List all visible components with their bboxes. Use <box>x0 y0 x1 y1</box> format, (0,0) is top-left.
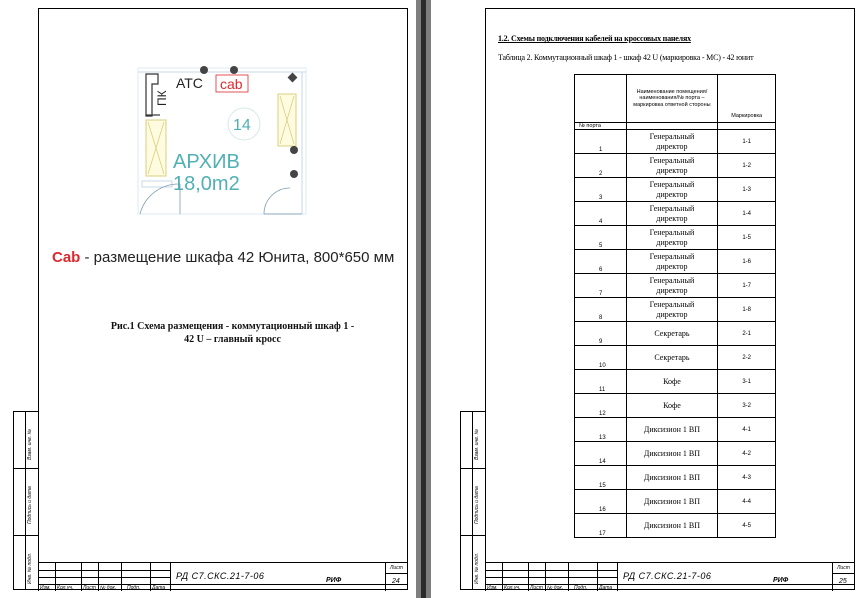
caption-line-1: Рис.1 Схема размещения - коммутационный шкаф 1 - <box>110 321 355 332</box>
stamp-col-list: Лист <box>530 585 543 591</box>
room-area: 18,0m2 <box>173 173 240 195</box>
marking-cell: 1-1 <box>718 130 776 154</box>
marking-cell: 1-7 <box>718 274 776 298</box>
port-number-cell <box>575 322 627 346</box>
port-number: 6 <box>599 267 603 273</box>
marking-cell: 1-2 <box>718 154 776 178</box>
port-number-cell <box>575 394 627 418</box>
table-row <box>575 298 776 322</box>
side-label-replace: Взам. инв. № <box>474 429 480 460</box>
port-number: 13 <box>599 435 606 441</box>
room-name-cell: Генеральный директор <box>626 298 718 322</box>
stamp-col-kol: Кол.уч. <box>57 585 74 591</box>
table-row <box>575 154 776 178</box>
room-name-cell: Диксизион 1 ВП <box>626 514 718 538</box>
cab-label: cab <box>220 76 243 92</box>
stamp-col-podp: Подп. <box>574 585 588 591</box>
port-label-row <box>575 123 776 130</box>
marking-cell: 1-8 <box>718 298 776 322</box>
room-name-cell: Диксизион 1 ВП <box>626 418 718 442</box>
table-row <box>575 346 776 370</box>
side-label-inventory: Инв. № подл. <box>474 552 480 584</box>
pk-label: ПК <box>155 90 169 106</box>
figure-caption <box>60 320 405 346</box>
table-row <box>575 202 776 226</box>
room-name-cell: Генеральный директор <box>626 250 718 274</box>
room-name-cell: Генеральный директор <box>626 130 718 154</box>
table-row <box>575 394 776 418</box>
port-number-cell <box>575 466 627 490</box>
stamp-col-izm: Изм. <box>40 585 51 591</box>
port-number-cell <box>575 490 627 514</box>
room-name: АРХИВ <box>173 151 240 173</box>
floor-plan <box>136 66 308 216</box>
port-number-cell <box>575 274 627 298</box>
stamp-col-date: Дата <box>599 585 613 591</box>
legend-cab: Cab <box>52 249 81 266</box>
room-name-cell: Генеральный директор <box>626 202 718 226</box>
side-strip <box>13 411 38 590</box>
port-number-cell <box>575 298 627 322</box>
table-row <box>575 442 776 466</box>
table-row <box>575 370 776 394</box>
sheet-label: Лист <box>837 565 850 571</box>
document-page-25 <box>431 0 861 598</box>
port-number: 3 <box>599 195 603 201</box>
stamp-col-date: Дата <box>152 585 166 591</box>
room-name-cell: Генеральный директор <box>626 178 718 202</box>
port-number-cell <box>575 226 627 250</box>
stamp-col-izm: Изм. <box>487 585 498 591</box>
device-diamond <box>288 73 298 83</box>
sheet-number: 24 <box>392 578 400 585</box>
stamp-col-list: Лист <box>83 585 96 591</box>
legend-text: - размещение шкафа 42 Юнита, 800*650 мм <box>84 249 395 266</box>
table-row <box>575 274 776 298</box>
room-name-cell: Диксизион 1 ВП <box>626 490 718 514</box>
port-number-cell <box>575 370 627 394</box>
doc-number: РД С7.СКС.21-7-06 <box>623 571 712 581</box>
marking-cell: 2-1 <box>718 322 776 346</box>
port-number-cell <box>575 154 627 178</box>
doc-number: РД С7.СКС.21-7-06 <box>176 571 265 581</box>
room-name-cell: Кофе <box>626 394 718 418</box>
marking-cell: 4-2 <box>718 442 776 466</box>
side-label-signature: Подпись и дата <box>474 486 480 524</box>
header-cell-name: Наименование помещения/наименования/№ порта – маркировка ответной стороны <box>626 75 718 123</box>
marking-cell: 4-3 <box>718 466 776 490</box>
table-row <box>575 178 776 202</box>
port-number: 4 <box>599 219 603 225</box>
caption-line-2: 42 U – главный кросс <box>184 334 281 345</box>
sheet-label: Лист <box>390 565 403 571</box>
side-strip <box>460 411 485 590</box>
table-row <box>575 490 776 514</box>
marking-cell: 4-5 <box>718 514 776 538</box>
port-label: № порта <box>575 123 627 130</box>
room-name-cell: Генеральный директор <box>626 274 718 298</box>
table-title: Таблица 2. Коммутационный шкаф 1 - шкаф 42 U (маркировка - МС) - 42 юнит <box>498 53 754 62</box>
port-number-cell <box>575 514 627 538</box>
marking-cell: 3-1 <box>718 370 776 394</box>
port-number: 9 <box>599 339 603 345</box>
port-number-cell <box>575 178 627 202</box>
port-number-cell <box>575 442 627 466</box>
port-number: 11 <box>599 387 606 393</box>
title-block <box>38 562 408 590</box>
section-title: 1.2. Схемы подключения кабелей на кроссовых панелях <box>498 34 691 43</box>
outlet-dot <box>290 146 298 154</box>
sheet-number: 25 <box>839 578 847 585</box>
marking-cell: 1-3 <box>718 178 776 202</box>
org-name: РИФ <box>773 577 789 584</box>
outlet-dot <box>230 66 238 74</box>
room-number: 14 <box>233 117 251 134</box>
port-number-cell <box>575 202 627 226</box>
port-number: 8 <box>599 315 603 321</box>
door-right <box>264 188 290 214</box>
outlet-dot <box>200 66 208 74</box>
room-name-cell: Секретарь <box>626 346 718 370</box>
stamp-col-podp: Подп. <box>127 585 141 591</box>
port-number: 5 <box>599 243 603 249</box>
marking-cell: 3-2 <box>718 394 776 418</box>
port-number: 7 <box>599 291 603 297</box>
port-number: 10 <box>599 363 606 369</box>
page-divider <box>421 0 426 598</box>
port-number: 2 <box>599 171 603 177</box>
room-name-cell: Кофе <box>626 370 718 394</box>
table-row <box>575 250 776 274</box>
marking-cell: 1-4 <box>718 202 776 226</box>
atc-label: АТС <box>176 75 203 91</box>
side-label-replace: Взам. инв. № <box>27 429 33 460</box>
table-row <box>575 466 776 490</box>
patch-table <box>574 74 776 538</box>
org-name: РИФ <box>326 577 342 584</box>
port-number: 12 <box>599 411 606 417</box>
port-number: 1 <box>599 147 603 153</box>
stamp-col-doc: № док. <box>547 585 564 591</box>
outlet-dot <box>290 170 298 178</box>
marking-cell: 1-5 <box>718 226 776 250</box>
table-row <box>575 130 776 154</box>
header-cell-empty <box>575 75 627 123</box>
table-row <box>575 226 776 250</box>
header-cell-mark: Маркировка <box>718 75 776 123</box>
side-label-signature: Подпись и дата <box>27 486 33 524</box>
port-number-cell <box>575 346 627 370</box>
stamp-col-doc: № док. <box>100 585 117 591</box>
side-label-inventory: Инв. № подл. <box>27 552 33 584</box>
marking-cell: 1-6 <box>718 250 776 274</box>
table-header-row <box>575 75 776 123</box>
table-row <box>575 418 776 442</box>
port-number-cell <box>575 418 627 442</box>
room-name-cell: Диксизион 1 ВП <box>626 466 718 490</box>
document-page-24 <box>0 0 416 598</box>
window-left <box>142 181 172 187</box>
table-row <box>575 514 776 538</box>
table-row <box>575 322 776 346</box>
title-block <box>485 562 855 590</box>
stamp-col-kol: Кол.уч. <box>504 585 521 591</box>
room-name-cell: Диксизион 1 ВП <box>626 442 718 466</box>
legend <box>52 249 394 266</box>
marking-cell: 4-1 <box>718 418 776 442</box>
port-number: 15 <box>599 483 606 489</box>
marking-cell: 2-2 <box>718 346 776 370</box>
port-number: 17 <box>599 531 606 537</box>
room-name-cell: Генеральный директор <box>626 226 718 250</box>
port-number: 16 <box>599 507 606 513</box>
marking-cell: 4-4 <box>718 490 776 514</box>
port-number: 14 <box>599 459 606 465</box>
port-number-cell <box>575 130 627 154</box>
room-name-cell: Секретарь <box>626 322 718 346</box>
room-name-cell: Генеральный директор <box>626 154 718 178</box>
port-number-cell <box>575 250 627 274</box>
